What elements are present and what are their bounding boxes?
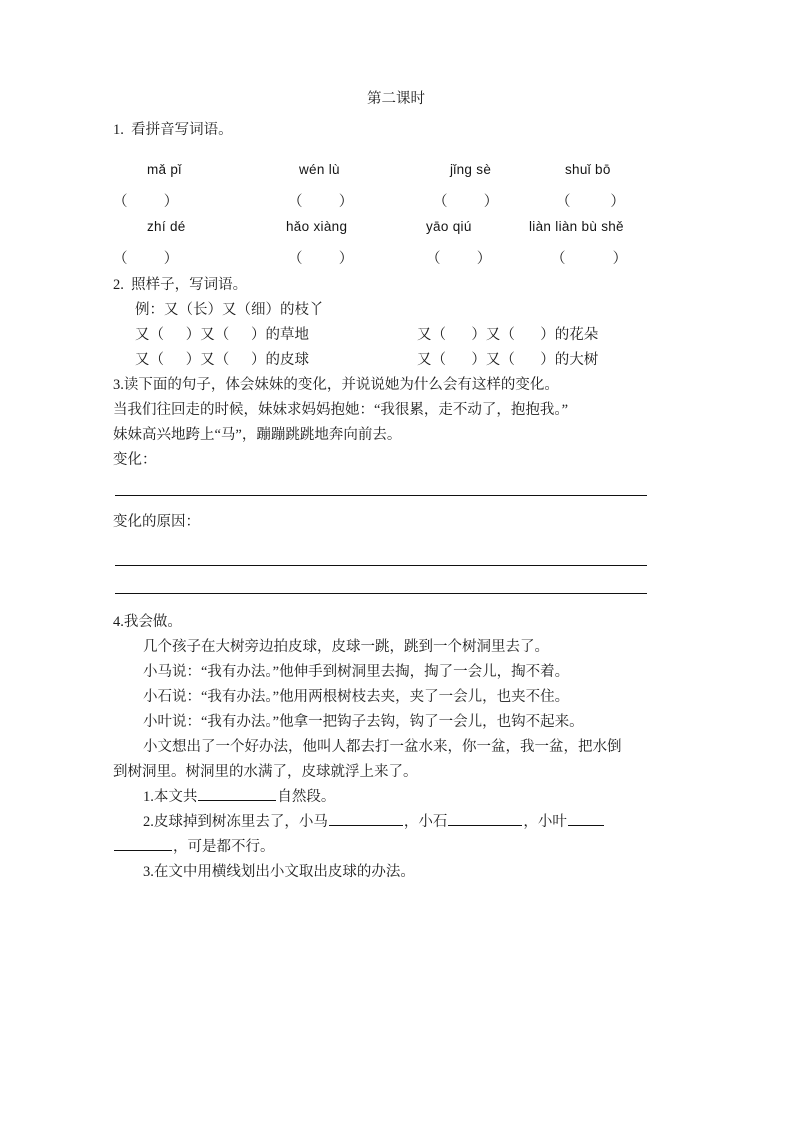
question-4-sub-2-part-2: ，小石 — [403, 814, 448, 830]
pinyin-row-2 — [113, 216, 679, 243]
answer-parenthesis[interactable]: （ ） — [113, 251, 179, 267]
pinyin-word: wén lù — [299, 162, 340, 177]
question-4-paragraph: 小马说：“我有办法。”他伸手到树洞里去掏，掏了一会儿，掏不着。 — [143, 664, 570, 680]
question-3-label-reason: 变化的原因： — [113, 514, 200, 530]
question-3-label-change: 变化： — [113, 452, 157, 468]
question-4-paragraph-5-line-2: 到树洞里。树洞里的水满了，皮球就浮上来了。 — [113, 764, 418, 780]
question-4-sub-1 — [113, 785, 679, 810]
pinyin-word: shuǐ bō — [565, 162, 611, 177]
answer-parenthesis[interactable]: （ ） — [288, 194, 354, 210]
answer-line-3[interactable] — [115, 593, 647, 594]
answer-paren-row-1 — [113, 186, 679, 216]
answer-line-3-wrap — [113, 593, 679, 594]
question-4-paragraph: 小叶说：“我有办法。”他拿一把钩子去钩，钩了一会儿，也钩不起来。 — [143, 714, 584, 730]
question-2-row-right[interactable]: 又（ ）又（ ）的大树 — [417, 352, 599, 368]
pinyin-word: liàn liàn bù shě — [529, 219, 624, 234]
question-4-sub-2-blank-3b[interactable] — [114, 835, 172, 851]
question-2-example: 例：又（长）又（细）的枝丫 — [135, 302, 324, 318]
pinyin-word: zhí dé — [147, 219, 186, 234]
question-2-row — [113, 323, 679, 348]
answer-paren-row-2 — [113, 243, 679, 273]
question-4-sub-2-line-1 — [113, 810, 679, 835]
question-2-heading: 2. 照样子，写词语。 — [113, 277, 248, 293]
question-4-sub-1-prefix: 1.本文共 — [143, 789, 198, 805]
question-2-row — [113, 348, 679, 373]
question-4-sub-2-part-1: 2.皮球掉到树冻里去了，小马 — [143, 814, 328, 830]
pinyin-word: jǐng sè — [450, 162, 492, 177]
answer-parenthesis[interactable]: （ ） — [551, 251, 628, 267]
answer-line-1-wrap — [113, 495, 679, 496]
question-4-sub-2-part-4: ，可是都不行。 — [173, 839, 275, 855]
question-4-paragraph: 小石说：“我有办法。”他用两根树枝去夹，夹了一会儿，也夹不住。 — [143, 689, 570, 705]
question-4-paragraph-5-line-1: 小文想出了一个好办法，他叫人都去打一盆水来，你一盆，我一盆，把水倒 — [143, 739, 622, 755]
pinyin-row-1 — [113, 159, 679, 186]
question-4-paragraph: 几个孩子在大树旁边拍皮球，皮球一跳，跳到一个树洞里去了。 — [143, 639, 549, 655]
answer-line-2-wrap — [113, 565, 679, 566]
answer-parenthesis[interactable]: （ ） — [433, 194, 499, 210]
question-4-heading: 4.我会做。 — [113, 614, 182, 630]
worksheet-content — [113, 88, 679, 885]
answer-line-1[interactable] — [115, 495, 647, 496]
answer-parenthesis[interactable]: （ ） — [288, 251, 354, 267]
answer-parenthesis[interactable]: （ ） — [426, 251, 492, 267]
question-4-sub-2-blank-1[interactable] — [329, 810, 403, 826]
pinyin-word: mǎ pǐ — [147, 162, 182, 177]
page-title: 第二课时 — [367, 91, 425, 107]
question-3-sentence-1: 当我们往回走的时候，妹妹求妈妈抱她：“我很累，走不动了，抱抱我。” — [113, 402, 569, 418]
pinyin-word: hǎo xiàng — [286, 219, 348, 234]
pinyin-word: yāo qiú — [426, 219, 472, 234]
question-4-sub-1-suffix: 自然段。 — [277, 789, 336, 805]
question-2-row-left[interactable]: 又（ ）又（ ）的皮球 — [135, 352, 309, 368]
question-2-row-right[interactable]: 又（ ）又（ ）的花朵 — [417, 327, 599, 343]
question-1-heading: 1. 看拼音写词语。 — [113, 122, 233, 138]
answer-parenthesis[interactable]: （ ） — [113, 194, 179, 210]
question-4-sub-2-blank-3a[interactable] — [568, 810, 604, 826]
question-3-heading: 3.读下面的句子，体会妹妹的变化，并说说她为什么会有这样的变化。 — [113, 377, 559, 393]
answer-line-2[interactable] — [115, 565, 647, 566]
question-3-sentence-2: 妹妹高兴地跨上“马”，蹦蹦跳跳地奔向前去。 — [113, 427, 402, 443]
question-2-row-left[interactable]: 又（ ）又（ ）的草地 — [135, 327, 309, 343]
question-4-sub-1-blank[interactable] — [198, 785, 276, 801]
question-4-sub-2-line-2 — [113, 835, 679, 860]
question-4-sub-3: 3.在文中用横线划出小文取出皮球的办法。 — [143, 864, 415, 880]
question-4-sub-2-part-3: ，小叶 — [523, 814, 567, 830]
question-4-sub-2-blank-2[interactable] — [448, 810, 522, 826]
answer-parenthesis[interactable]: （ ） — [556, 194, 625, 210]
